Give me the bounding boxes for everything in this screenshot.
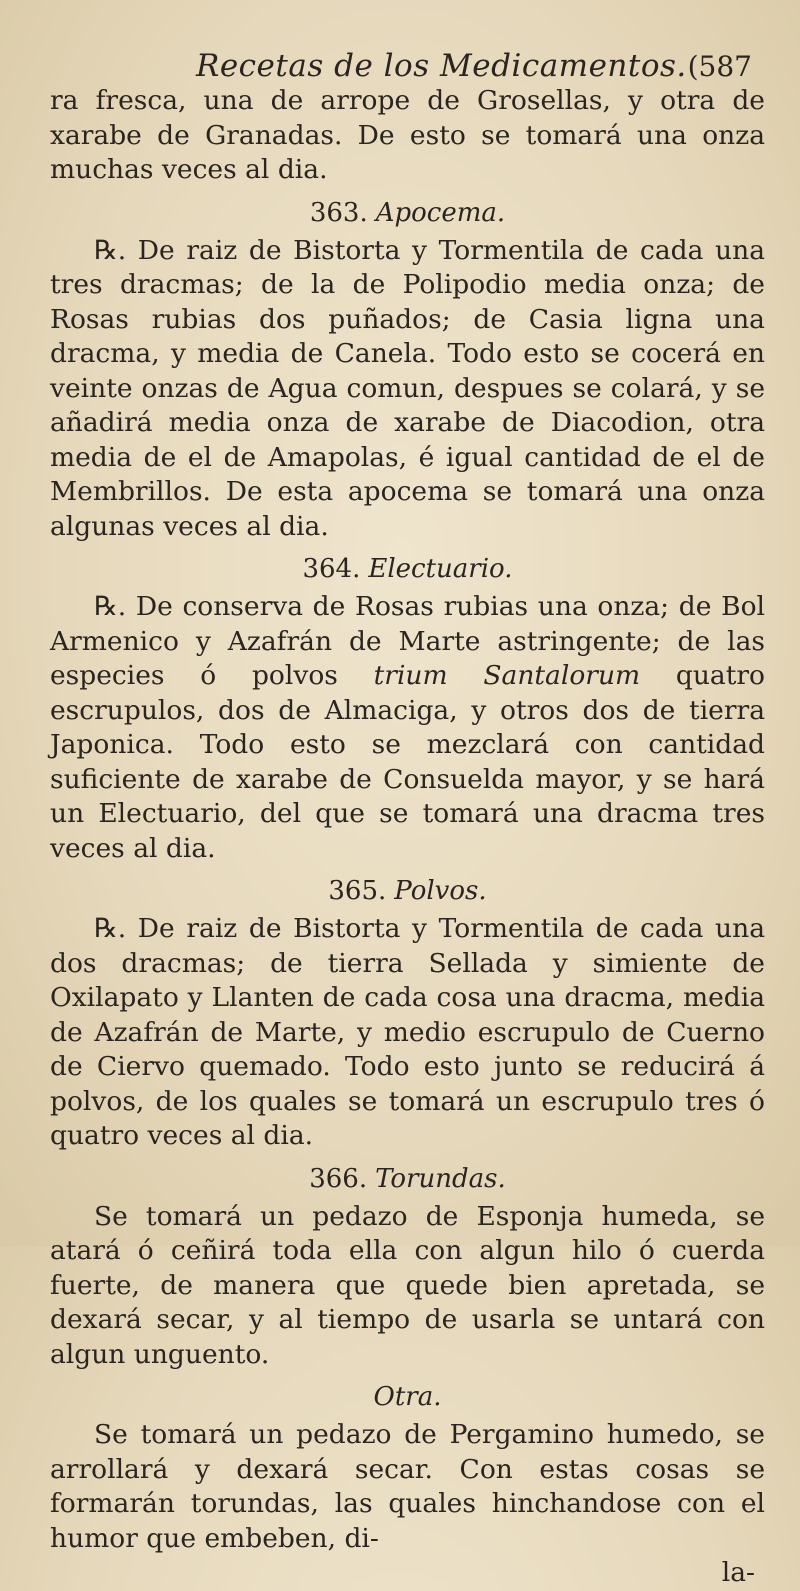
section-heading-363 [50,196,765,230]
section-number: 365. [328,876,387,906]
section-heading-365 [50,874,765,908]
section-number: 364. [302,554,361,584]
recipe-text-363: ℞. De raiz de Bistorta y Tormentila de cada una tres dracmas; de la de Polipodio media onza; de Rosas rubias dos puñados; de Casia ligna una dracma, y media de Canela. Todo esto se cocerá en veinte onzas de Agua comun, despues se colará, y se añadirá media onza de xarabe de Diacodion, otra media de el de Amapolas, é igual cantidad de el de Membrillos. De esta apocema se tomará una onza algunas veces al dia. [50,234,765,542]
section-title: Apocema. [375,197,506,228]
recipe-text-part: quatro escrupulos, dos de Almaciga, y otros dos de tierra Japonica. Todo esto se mezclará con cantidad suficiente de xarabe de Consuelda mayor, y se hará un Electuario, del que se tomará una dracma tres veces al dia. [50,660,765,864]
paragraph-continuation: ra fresca, una de arrope de Grosellas, y otra de xarabe de Granadas. De esto se tomará una onza muchas veces al dia. [50,85,765,185]
section-title: Electuario. [368,554,513,584]
section-heading-366 [50,1162,765,1196]
page-number: (587 [687,50,752,83]
section-number: 366. [309,1163,368,1194]
running-head: Recetas de los Medicamentos. [196,48,687,84]
recipe-text-part: ℞. De conserva de Rosas rubias una onza; de Bol Armenico y Azafrán de Marte astringente; de las especies ó polvos [50,591,765,691]
section-heading-otra [50,1380,765,1414]
recipe-text-364 [50,590,765,866]
latin-term: trium Santalorum [373,660,641,691]
section-title: Polvos. [394,876,487,906]
section-number: 363. [309,197,368,228]
recipe-text-otra: Se tomará un pedazo de Pergamino humedo, se arrollará y dexará secar. Con estas cosas se formarán torundas, las quales hinchandose con el humor que embeben, di- [50,1419,765,1554]
recipe-text-365: ℞. De raiz de Bistorta y Tormentila de cada una dos dracmas; de tierra Sellada y simiente de Oxilapato y Llanten de cada cosa una dracma, media de Azafrán de Marte, y medio escrupulo de Cuerno de Ciervo quemado. Todo esto junto se reducirá á polvos, de los quales se tomará un escrupulo tres ó quatro veces al dia. [50,913,765,1151]
section-title: Torundas. [375,1163,506,1194]
catchword: la- [721,1557,755,1588]
section-title: Otra. [373,1382,442,1412]
recipe-text-366: Se tomará un pedazo de Esponja humeda, se atará ó ceñirá toda ella con algun hilo ó cuerda fuerte, de manera que quede bien apretada, se dexará secar, y al tiempo de usarla se untará con algun unguento. [50,1200,765,1370]
page-body [50,84,765,1591]
section-heading-364 [50,552,765,586]
